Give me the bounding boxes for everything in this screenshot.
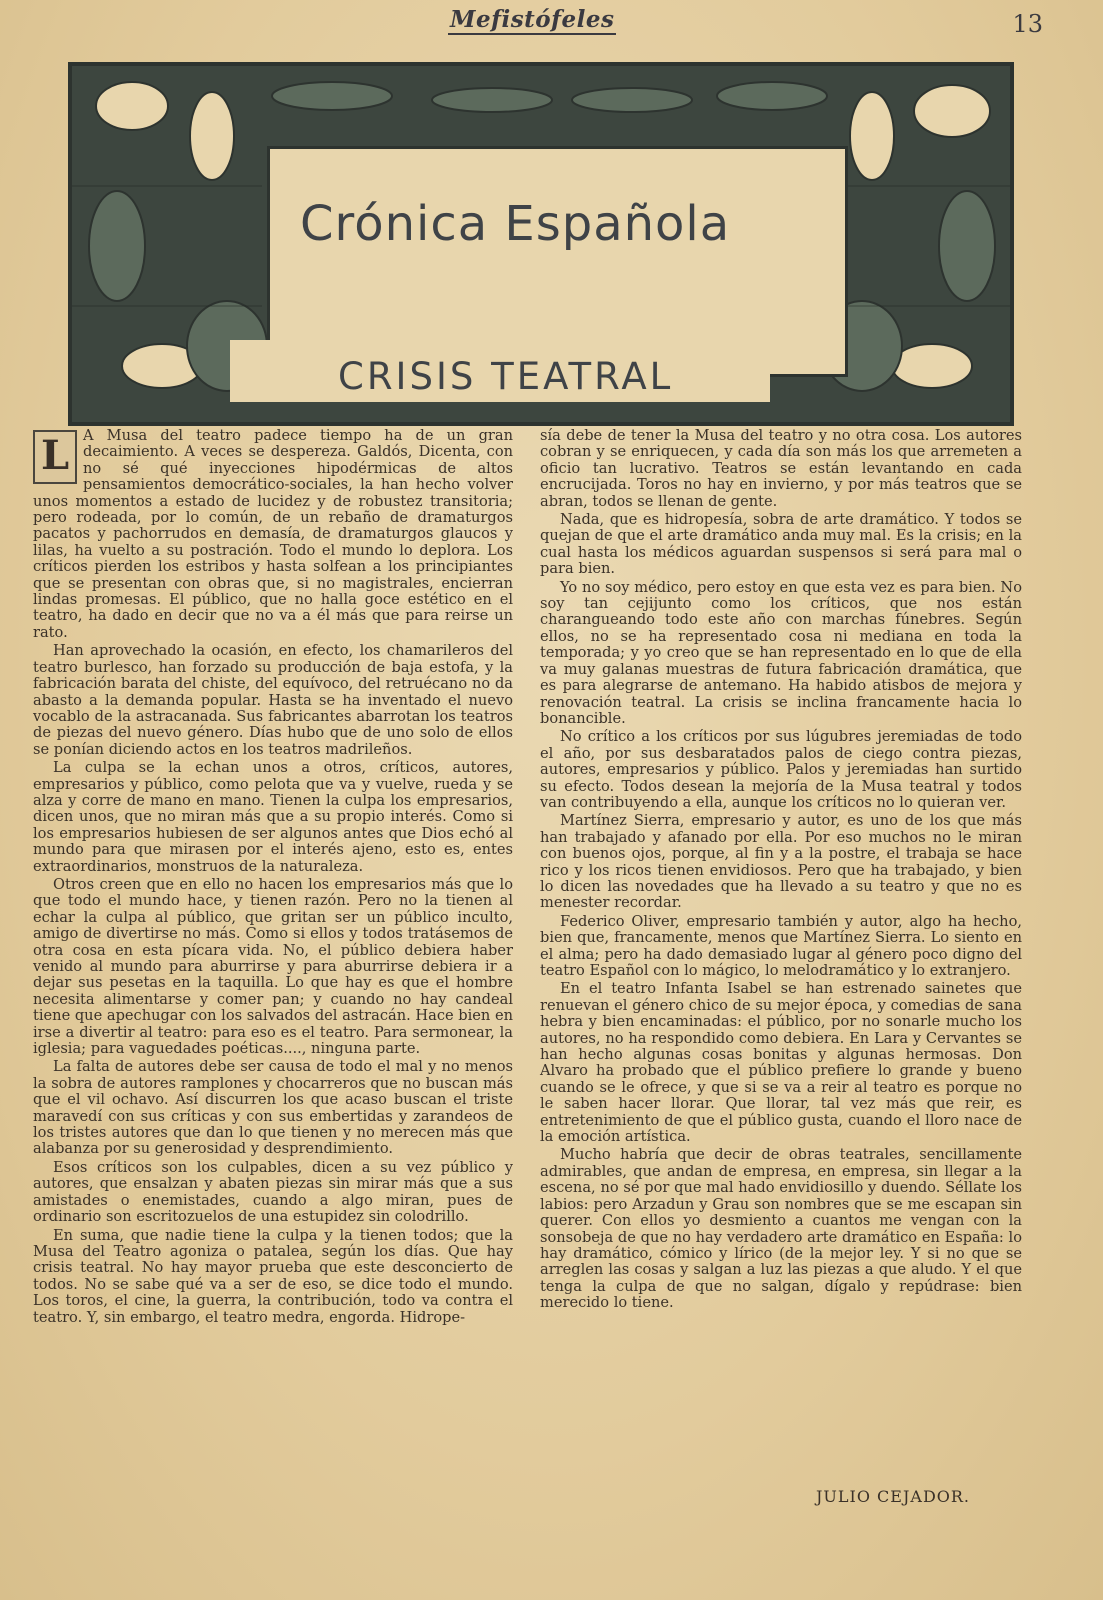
article-column-right — [540, 428, 1022, 1314]
paragraph: Yo no soy médico, pero estoy en que esta vez es para bien. No soy tan cejijunto como los críticos, que nos están charangueando todo este año con marchas fúnebres. Según ellos, no se ha representado cosa ni mediana en toda la temporada; y yo creo que se han representado en lo que de ella va muy galanas muestras de futura fabricación dramática, que es para alegrarse de antemano. Ha habido atisbos de mejora y renovación teatral. La crisis se inclina francamente hacia lo bonancible. — [540, 578, 1022, 727]
journal-name: Mefistófeles — [450, 6, 615, 33]
paragraph: Han aprovechado la ocasión, en efecto, los chamarileros del teatro burlesco, han forzado su producción de baja estofa, y la fabricación barata del chiste, del equívoco, del retruécano no da abasto a la demanda popular. Hasta se ha inventado el nuevo vocablo de la astracanada. Sus fabricantes abarrotan los teatros de piezas del nuevo género. Días hubo que de uno solo de ellos se ponían diciendo actos en los teatros madrileños. — [33, 642, 513, 758]
paragraph: Mucho habría que decir de obras teatrales, sencillamente admirables, que andan de empresa, en empresa, sin llegar a la escena, no sé por que mal hado envidiosillo y duendo. Séllate los labios: pero Arzadun y Grau son nombres que se me escapan sin querer. Con ellos yo desmiento a cuantos me vengan con la sonsobeja de que no hay verdadero arte dramático en España: lo hay dramático, cómico y lírico (de la mejor ley. Y si no que se arreglen las cosas y salgan a luz las piezas a que aludo. Y el que tenga la culpa de que no salgan, dígalo y repúdrase: bien merecido lo tiene. — [540, 1146, 1022, 1312]
paragraph: Esos críticos son los culpables, dicen a su vez público y autores, que ensalzan y abaten piezas sin mirar más que a sus amistades o enemistades, cuando a algo miran, pues de ordinario son escritozuelos de una estupidez sin colodrillo. — [33, 1158, 513, 1226]
article-column-left — [33, 428, 513, 1328]
paragraph: No crítico a los críticos por sus lúgubres jeremiadas de todo el año, por sus desbaratados palos de ciego contra piezas, autores, empresarios y público. Palos y jeremiadas han surtido su efecto. Todos desean la mejoría de la Musa teatral y todos van contribuyendo a ella, aunque los críticos no lo quieran ver. — [540, 728, 1022, 811]
paragraph: La falta de autores debe ser causa de todo el mal y no menos la sobra de autores ramplones y chocarreros que no buscan más que el vil ochavo. Así discurren los que acaso buscan el triste maravedí con sus críticas y con sus embertidas y zarandeos de los tristes autores que dan lo que tienen y no merecen más que alabanza por su generosidad y desprendimiento. — [33, 1058, 513, 1158]
drop-cap: L — [33, 430, 77, 484]
paragraph: En el teatro Infanta Isabel se han estrenado sainetes que renuevan el género chico de su mejor época, y comedias de sana hebra y bien encaminadas: el público, por no sonarle mucho los autores, no ha respondido como debiera. En Lara y Cervantes se han hecho algunas cosas bonitas y algunas hermosas. Don Alvaro ha probado que el público prefiere lo grande y bueno cuando se le ofrece, y que si se va a reir al teatro es porque no le saben hacer llorar. Que llorar, tal vez más que reir, es entretenimiento de que el público gusta, cuando el lloro nace de la emoción artística. — [540, 980, 1022, 1146]
page-number: 13 — [1012, 10, 1043, 38]
paragraph: sía debe de tener la Musa del teatro y no otra cosa. Los autores cobran y se enriquecen, y cada día son más los que arremeten a oficio tan lucrativo. Teatros se están levantando en cada encrucijada. Toros no hay en invierno, y por más teatros que se abran, todos se llenan de gente. — [540, 427, 1022, 510]
paragraph: L A Musa del teatro padece tiempo ha de un gran decaimiento. A veces se despereza. Galdós, Dicenta, con no sé qué inyecciones hipodérmicas de altos pensamientos democrático-sociales, la han hecho volver unos momentos a estado de lucidez y de robustez transitoria; pero rodeada, por lo común, de un rebaño de dramaturgos pacatos y pachorrudos en demasía, de dramaturgos glaucos y lilas, ha vuelto a su postración. Todo el mundo lo deplora. Los críticos pierden los estribos y hasta solfean a los principiantes que se presentan con obras que, si no magistrales, encierran lindas promesas. El público, que no halla goce estético en el teatro, ha dado en decir que no va a él más que para reirse un rato. — [33, 427, 513, 641]
article-title: CRISIS TEATRAL — [338, 355, 674, 398]
paragraph: Martínez Sierra, empresario y autor, es uno de los que más han trabajado y afanado por ella. Por eso muchos no le miran con buenos ojos, porque, al fin y a la postre, el trabaja se hace rico y los ricos tienen envidiosos. Pero que ha trabajado, y bien lo dicen las novedades que ha llevado a su teatro y que no es menester recordar. — [540, 812, 1022, 912]
running-head — [0, 6, 1103, 40]
paragraph: La culpa se la echan unos a otros, críticos, autores, empresarios y público, como pelota que va y vuelve, rueda y se alza y corre de mano en mano. Tienen la culpa los empresarios, dicen unos, que no miran más que a su propio interés. Como si los empresarios hubiesen de ser algunos antes que Dios echó al mundo para que mirasen por el interés ajeno, esto es, entes extraordinarios, monstruos de la naturaleza. — [33, 759, 513, 875]
paragraph: Nada, que es hidropesía, sobra de arte dramático. Y todos se quejan de que el arte dramático anda muy mal. Es la crisis; en la cual hasta los médicos aguardan suspensos si será para mal o para bien. — [540, 511, 1022, 578]
paragraph: En suma, que nadie tiene la culpa y la tienen todos; que la Musa del Teatro agoniza o patalea, según los días. Que hay crisis teatral. No hay mayor prueba que este desconcierto de todos. No se sabe qué va a ser de eso, se dice todo el mundo. Los toros, el cine, la guerra, la contribución, todo va contra el teatro. Y, sin embargo, el teatro medra, engorda. Hidrope- — [33, 1226, 513, 1326]
author-signature: JULIO CEJADOR. — [816, 1487, 971, 1506]
paragraph: Otros creen que en ello no hacen los empresarios más que lo que todo el mundo hace, y tienen razón. Pero no la tienen al echar la culpa al público, que gritan ser un público inculto, amigo de divertirse no más. Como si ellos y todos tratásemos de otra cosa en esta pícara vida. No, el público debiera haber venido al mundo para aburrirse y para aburrirse debiera ir a dejar sus pesetas en la taquilla. Lo que hay es que el hombre necesita alimentarse y comer pan; y cuando no hay candeal tiene que apechugar con los salvados del astracán. Hace bien en irse a divertir al teatro: para eso es el teatro. Para sermonear, la iglesia; para vaguedades poéticas...., ninguna parte. — [33, 875, 513, 1058]
section-title: Crónica Española — [300, 196, 731, 252]
paragraph: Federico Oliver, empresario también y autor, algo ha hecho, bien que, francamente, menos que Martínez Sierra. Lo siento en el alma; pero ha dado demasiado lugar al género poco digno del teatro Español con lo mágico, lo melodramático y lo extranjero. — [540, 912, 1022, 979]
